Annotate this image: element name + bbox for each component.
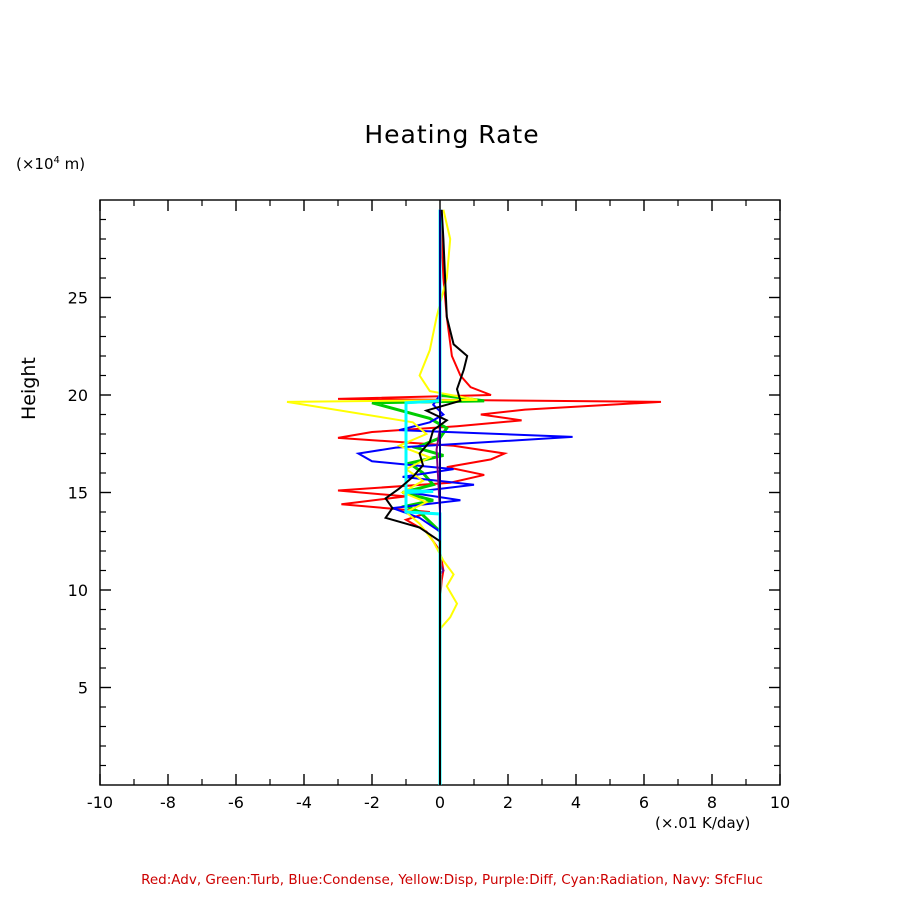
data-series: [287, 210, 661, 785]
x-axis-label: (×.01 K/day): [655, 814, 751, 832]
x-tick-label: 4: [570, 793, 582, 812]
unit-suffix: m): [59, 155, 86, 173]
x-tick-label: -4: [296, 793, 312, 812]
y-tick-label: 15: [67, 483, 88, 503]
series-legend: Red:Adv, Green:Turb, Blue:Condense, Yellow:Disp, Purple:Diff, Cyan:Radiation, Navy: SfcFluc: [141, 872, 763, 888]
tick-marks: [68, 200, 791, 812]
x-tick-label: -8: [160, 793, 176, 812]
x-tick-label: 6: [638, 793, 650, 812]
chart-title: Heating Rate: [364, 120, 540, 149]
y-axis-label: Height: [18, 357, 40, 420]
unit-prefix: (×10: [16, 155, 54, 173]
series-line-disp: [287, 210, 477, 785]
y-tick-label: 25: [67, 288, 88, 308]
x-tick-label: 0: [434, 793, 446, 812]
x-tick-label: -10: [86, 793, 114, 812]
x-tick-label: -6: [228, 793, 244, 812]
series-line-turb: [372, 210, 484, 785]
x-tick-label: -2: [364, 793, 380, 812]
y-tick-label: 20: [67, 386, 88, 405]
x-tick-label: 10: [769, 793, 791, 812]
y-tick-label: 5: [77, 678, 88, 698]
unit-exponent: 4: [53, 155, 60, 166]
x-tick-label: 8: [706, 793, 718, 812]
y-tick-label: 10: [67, 581, 88, 600]
x-tick-label: 2: [502, 793, 514, 812]
